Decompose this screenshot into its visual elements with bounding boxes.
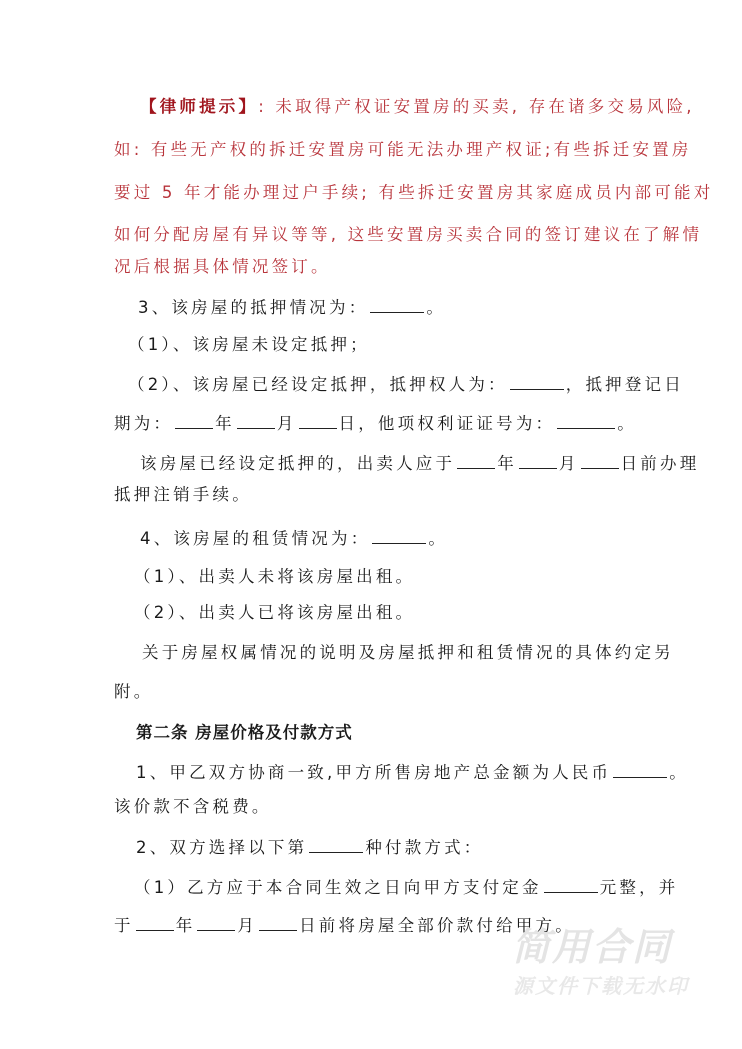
- cancel-year-blank[interactable]: [457, 452, 495, 469]
- lawyer-tip-text: : 未取得产权证安置房的买卖, 存在诸多交易风险,: [258, 97, 695, 116]
- year-label: 年: [497, 454, 517, 473]
- mortgage-cancel-line-2: 抵押注销手续。: [114, 485, 252, 504]
- mortgage-option-1: （1）、该房屋未设定抵押；: [128, 335, 370, 354]
- payment-method-text-b: 种付款方式：: [365, 838, 484, 857]
- mortgage-heading-text: 3、该房屋的抵押情况为：: [138, 298, 369, 317]
- payment-day-blank[interactable]: [259, 914, 297, 931]
- lease-option-1: （1）、出卖人未将该房屋出租。: [134, 567, 416, 586]
- cert-label: 日，他项权利证证号为：: [338, 414, 556, 433]
- article-2-item-1-line-2: 该价款不含税费。: [114, 797, 272, 816]
- lease-option-2: （2）、出卖人已将该房屋出租。: [134, 603, 416, 622]
- punct: 。: [669, 763, 689, 782]
- cancel-day-blank[interactable]: [581, 452, 619, 469]
- lawyer-tip-line-2: 如: 有些无产权的拆迁安置房可能无法办理产权证;有些拆迁安置房: [114, 140, 692, 159]
- lawyer-tip-label: 【律师提示】: [140, 97, 259, 116]
- year-label: 年: [175, 916, 196, 935]
- date-label: 期为：: [114, 414, 174, 433]
- lease-note-line-1: 关于房屋权属情况的说明及房屋抵押和租赁情况的具体约定另: [142, 643, 674, 662]
- deposit-amount-blank[interactable]: [544, 876, 598, 893]
- deposit-text-b: 元整，并: [599, 878, 679, 897]
- lawyer-tip-line-3: 要过 5 年才能办理过户手续; 有些拆迁安置房其家庭成员内部可能对: [114, 183, 714, 202]
- payment-year-blank[interactable]: [136, 914, 174, 931]
- article-2-title: 第二条 房屋价格及付款方式: [136, 723, 353, 742]
- month-label: 月: [558, 454, 579, 473]
- mortgage-status-blank[interactable]: [370, 296, 424, 313]
- cert-number-blank[interactable]: [557, 412, 615, 429]
- payment-text: 日前将房屋全部价款付给甲方。: [299, 916, 575, 935]
- payment-method-blank[interactable]: [309, 836, 363, 853]
- deposit-text: （1）乙方应于本合同生效之日向甲方支付定金: [134, 878, 542, 897]
- lawyer-tip-line-1: [140, 96, 695, 118]
- mortgage-cancel-line-1: [140, 452, 699, 475]
- watermark-subtitle: 源文件下载无水印: [513, 974, 689, 998]
- cancel-text-b: 日前办理: [620, 454, 700, 473]
- lease-note-line-2: 附。: [114, 682, 154, 701]
- punct: 。: [617, 414, 637, 433]
- total-price-blank[interactable]: [613, 761, 667, 778]
- punct: 。: [426, 298, 447, 317]
- mortgage-option-2-text-b: ，抵押登记日: [565, 375, 684, 394]
- cancel-text: 该房屋已经设定抵押的，出卖人应于: [140, 454, 456, 473]
- mortgagee-blank[interactable]: [510, 373, 564, 390]
- month-label: 月: [237, 916, 258, 935]
- mortgage-option-2-line-2: [114, 412, 637, 435]
- payment-method-text: 2、双方选择以下第: [136, 838, 308, 857]
- mortgage-year-blank[interactable]: [175, 412, 213, 429]
- month-label: 月: [276, 414, 297, 433]
- article-2-item-2: [136, 836, 484, 859]
- payment-option-1-line-2: [114, 914, 575, 937]
- mortgage-heading: [138, 296, 446, 319]
- mortgage-month-blank[interactable]: [237, 412, 275, 429]
- mortgage-option-2-line-1: [128, 373, 684, 396]
- watermark-logo: 简用合同: [512, 925, 673, 969]
- article-2-item-1-line-1: [136, 761, 689, 784]
- payment-option-1-line-1: [134, 876, 679, 899]
- lease-heading: [140, 527, 448, 550]
- mortgage-option-2-text: （2）、该房屋已经设定抵押，抵押权人为：: [128, 375, 508, 394]
- punct: 。: [428, 529, 449, 548]
- year-label: 年: [215, 414, 235, 433]
- mortgage-day-blank[interactable]: [299, 412, 337, 429]
- total-price-text: 1、甲乙双方协商一致,甲方所售房地产总金额为人民币: [136, 763, 612, 782]
- lawyer-tip-line-5: 况后根据具体情况签订。: [114, 257, 331, 276]
- by-label: 于: [114, 916, 134, 935]
- lease-status-blank[interactable]: [372, 527, 426, 544]
- payment-month-blank[interactable]: [197, 914, 235, 931]
- lease-heading-text: 4、该房屋的租赁情况为：: [140, 529, 371, 548]
- lawyer-tip-line-4: 如何分配房屋有异议等等, 这些安置房买卖合同的签订建议在了解情: [114, 225, 703, 244]
- cancel-month-blank[interactable]: [519, 452, 557, 469]
